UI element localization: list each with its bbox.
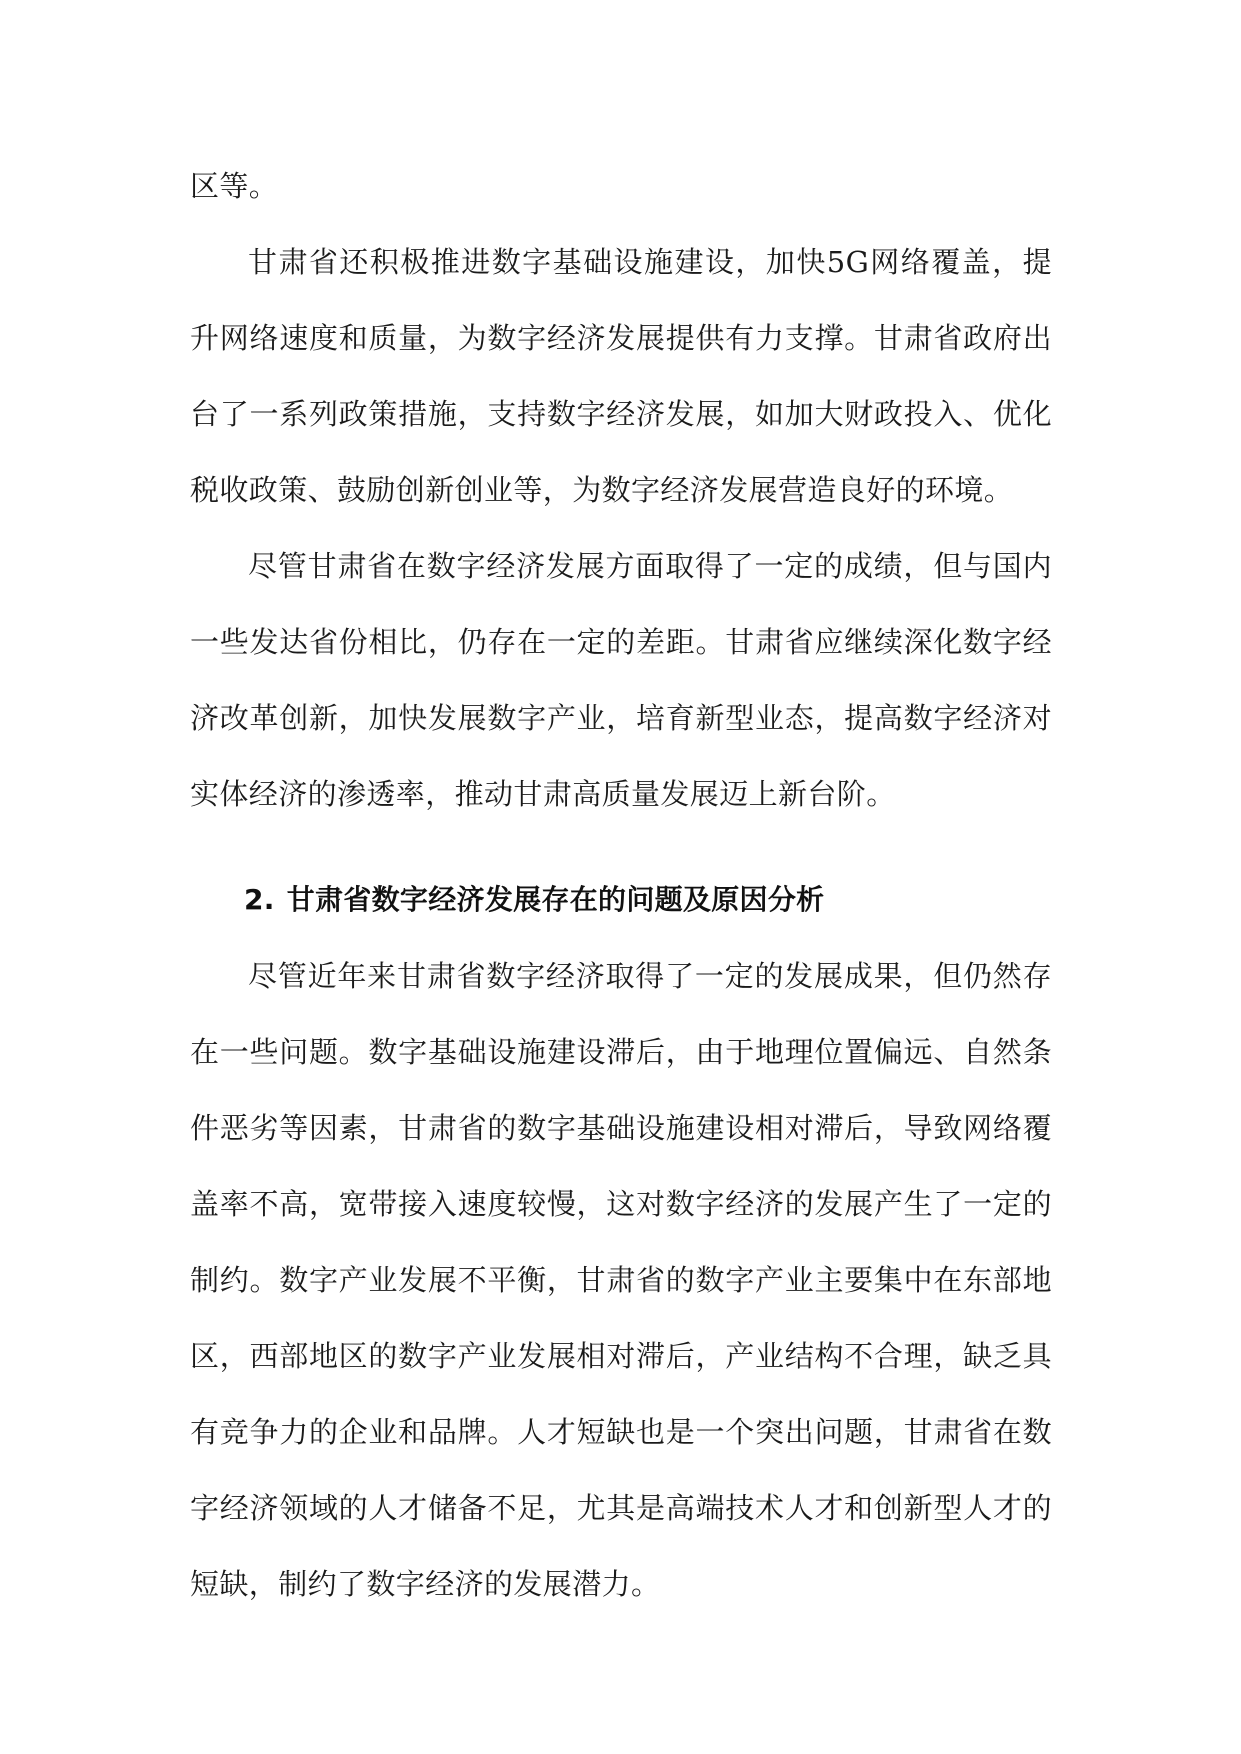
section-title: 甘肃省数字经济发展存在的问题及原因分析: [286, 883, 825, 916]
paragraph-continuation: 区等。: [190, 169, 279, 203]
section-heading: [190, 862, 1052, 938]
paragraph-gap-analysis: 尽管甘肃省在数字经济发展方面取得了一定的成绩，但与国内一些发达省份相比，仍存在一定的差距。甘肃省应继续深化数字经济改革创新，加快发展数字产业，培育新型业态，提高数字经济对实体经济的渗透率，推动甘肃高质量发展迈上新台阶。: [190, 549, 1052, 811]
paragraph-digital-infrastructure: 甘肃省还积极推进数字基础设施建设，加快5G网络覆盖，提升网络速度和质量，为数字经济发展提供有力支撑。甘肃省政府出台了一系列政策措施，支持数字经济发展，如加大财政投入、优化税收政策、鼓励创新创业等，为数字经济发展营造良好的环境。: [190, 245, 1052, 507]
document-body: [190, 148, 1052, 1622]
paragraph-problems: 尽管近年来甘肃省数字经济取得了一定的发展成果，但仍然存在一些问题。数字基础设施建设滞后，由于地理位置偏远、自然条件恶劣等因素，甘肃省的数字基础设施建设相对滞后，导致网络覆盖率不高，宽带接入速度较慢，这对数字经济的发展产生了一定的制约。数字产业发展不平衡，甘肃省的数字产业主要集中在东部地区，西部地区的数字产业发展相对滞后，产业结构不合理，缺乏具有竞争力的企业和品牌。人才短缺也是一个突出问题，甘肃省在数字经济领域的人才储备不足，尤其是高端技术人才和创新型人才的短缺，制约了数字经济的发展潜力。: [190, 959, 1052, 1601]
section-number: 2.: [244, 883, 275, 916]
